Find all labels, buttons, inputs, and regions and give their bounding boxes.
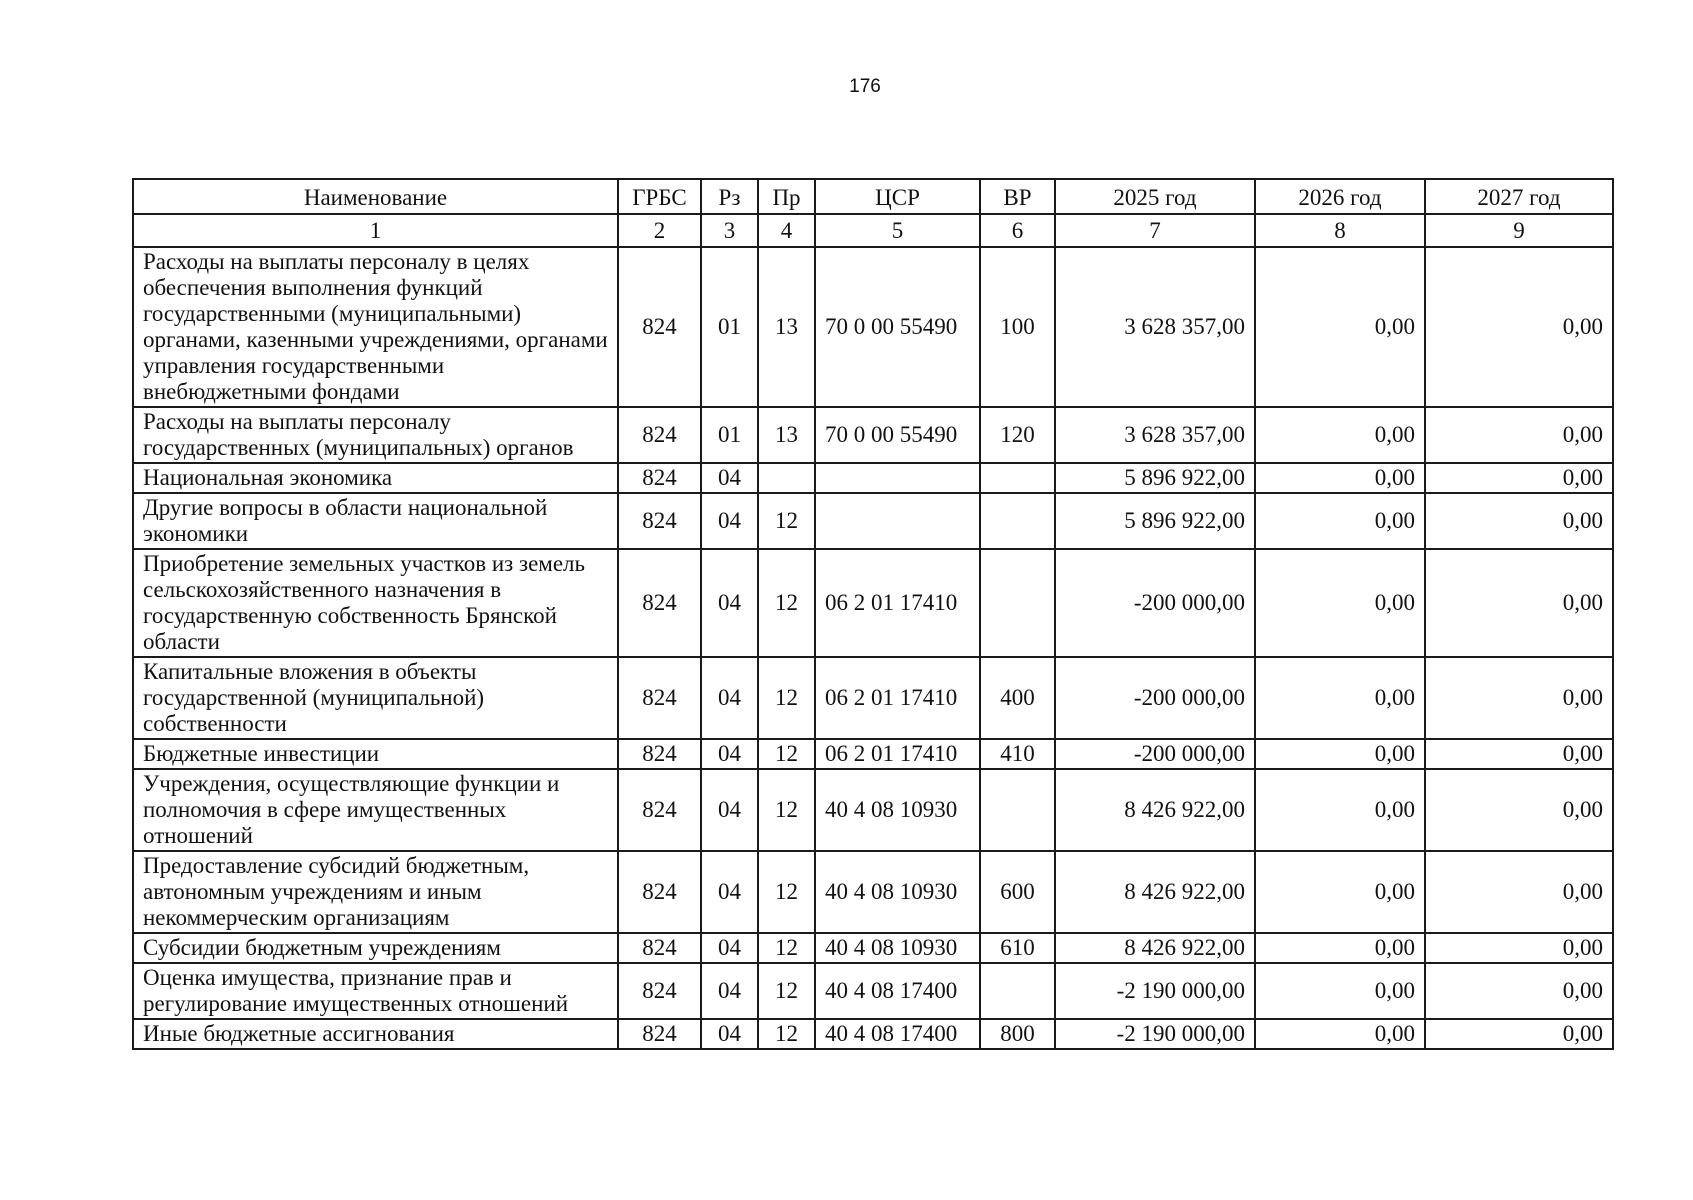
header-2027: 2027 год [1425, 179, 1613, 214]
cell-2027: 0,00 [1425, 247, 1613, 407]
cell-rz: 04 [701, 1019, 758, 1049]
cell-csr: 70 0 00 55490 [815, 407, 980, 463]
cell-rz: 04 [701, 739, 758, 769]
cell-2026: 0,00 [1255, 933, 1425, 963]
cell-vr: 100 [980, 247, 1055, 407]
cell-grbs: 824 [618, 247, 701, 407]
column-number-row [133, 214, 1613, 247]
cell-2026: 0,00 [1255, 963, 1425, 1019]
cell-vr: 800 [980, 1019, 1055, 1049]
cell-grbs: 824 [618, 549, 701, 657]
column-number: 4 [758, 214, 815, 247]
table-row [133, 769, 1613, 851]
cell-2026: 0,00 [1255, 549, 1425, 657]
cell-2026: 0,00 [1255, 851, 1425, 933]
header-name: Наименование [133, 179, 618, 214]
header-2026: 2026 год [1255, 179, 1425, 214]
cell-name: Учреждения, осуществляющие функции и полномочия в сфере имущественных отношений [133, 769, 618, 851]
cell-2027: 0,00 [1425, 851, 1613, 933]
cell-2026: 0,00 [1255, 493, 1425, 549]
cell-pr [758, 463, 815, 493]
cell-vr [980, 493, 1055, 549]
cell-vr: 120 [980, 407, 1055, 463]
table-row [133, 851, 1613, 933]
cell-name: Иные бюджетные ассигнования [133, 1019, 618, 1049]
table-header [133, 179, 1613, 214]
cell-vr [980, 463, 1055, 493]
cell-pr: 12 [758, 769, 815, 851]
header-csr: ЦСР [815, 179, 980, 214]
table-row [133, 407, 1613, 463]
table-row [133, 963, 1613, 1019]
table-row [133, 657, 1613, 739]
cell-2025: 5 896 922,00 [1055, 463, 1255, 493]
cell-2025: 8 426 922,00 [1055, 851, 1255, 933]
header-pr: Пр [758, 179, 815, 214]
column-number: 6 [980, 214, 1055, 247]
cell-2027: 0,00 [1425, 963, 1613, 1019]
header-vr: ВР [980, 179, 1055, 214]
cell-pr: 13 [758, 247, 815, 407]
cell-2025: -2 190 000,00 [1055, 1019, 1255, 1049]
cell-grbs: 824 [618, 933, 701, 963]
cell-2026: 0,00 [1255, 247, 1425, 407]
cell-rz: 04 [701, 769, 758, 851]
cell-rz: 04 [701, 493, 758, 549]
cell-pr: 13 [758, 407, 815, 463]
cell-pr: 12 [758, 963, 815, 1019]
column-number: 9 [1425, 214, 1613, 247]
cell-pr: 12 [758, 1019, 815, 1049]
cell-grbs: 824 [618, 769, 701, 851]
table-row [133, 739, 1613, 769]
cell-csr: 40 4 08 17400 [815, 963, 980, 1019]
page-number: 176 [849, 76, 881, 97]
cell-name: Капитальные вложения в объекты государственной (муниципальной) собственности [133, 657, 618, 739]
cell-2027: 0,00 [1425, 493, 1613, 549]
column-number: 3 [701, 214, 758, 247]
column-number: 5 [815, 214, 980, 247]
table-row [133, 1019, 1613, 1049]
cell-vr: 610 [980, 933, 1055, 963]
cell-2025: -200 000,00 [1055, 739, 1255, 769]
cell-name: Оценка имущества, признание прав и регулирование имущественных отношений [133, 963, 618, 1019]
cell-rz: 04 [701, 851, 758, 933]
table-row [133, 463, 1613, 493]
cell-pr: 12 [758, 549, 815, 657]
cell-vr: 410 [980, 739, 1055, 769]
cell-2027: 0,00 [1425, 549, 1613, 657]
cell-vr: 400 [980, 657, 1055, 739]
cell-2026: 0,00 [1255, 657, 1425, 739]
cell-2027: 0,00 [1425, 739, 1613, 769]
cell-vr: 600 [980, 851, 1055, 933]
header-grbs: ГРБС [618, 179, 701, 214]
cell-rz: 01 [701, 247, 758, 407]
column-number: 1 [133, 214, 618, 247]
cell-2026: 0,00 [1255, 769, 1425, 851]
cell-csr [815, 493, 980, 549]
cell-2025: 8 426 922,00 [1055, 769, 1255, 851]
cell-csr: 06 2 01 17410 [815, 739, 980, 769]
cell-name: Бюджетные инвестиции [133, 739, 618, 769]
cell-pr: 12 [758, 493, 815, 549]
cell-csr: 70 0 00 55490 [815, 247, 980, 407]
cell-grbs: 824 [618, 493, 701, 549]
cell-pr: 12 [758, 739, 815, 769]
cell-2025: 8 426 922,00 [1055, 933, 1255, 963]
cell-vr [980, 963, 1055, 1019]
cell-vr [980, 549, 1055, 657]
table-row [133, 493, 1613, 549]
header-2025: 2025 год [1055, 179, 1255, 214]
budget-table [132, 178, 1614, 1050]
cell-2025: -200 000,00 [1055, 549, 1255, 657]
cell-rz: 04 [701, 549, 758, 657]
cell-pr: 12 [758, 657, 815, 739]
cell-2025: 3 628 357,00 [1055, 407, 1255, 463]
cell-grbs: 824 [618, 963, 701, 1019]
cell-vr [980, 769, 1055, 851]
cell-rz: 04 [701, 657, 758, 739]
cell-name: Национальная экономика [133, 463, 618, 493]
cell-csr: 40 4 08 10930 [815, 769, 980, 851]
cell-2027: 0,00 [1425, 933, 1613, 963]
cell-name: Приобретение земельных участков из земель сельскохозяйственного назначения в государственную собственность Брянской области [133, 549, 618, 657]
cell-2027: 0,00 [1425, 463, 1613, 493]
cell-2026: 0,00 [1255, 739, 1425, 769]
cell-csr: 06 2 01 17410 [815, 549, 980, 657]
cell-name: Другие вопросы в области национальной экономики [133, 493, 618, 549]
cell-pr: 12 [758, 851, 815, 933]
cell-name: Расходы на выплаты персоналу государственных (муниципальных) органов [133, 407, 618, 463]
cell-grbs: 824 [618, 463, 701, 493]
table-row [133, 247, 1613, 407]
cell-rz: 01 [701, 407, 758, 463]
cell-name: Предоставление субсидий бюджетным, автономным учреждениям и иным некоммерческим организациям [133, 851, 618, 933]
cell-2027: 0,00 [1425, 769, 1613, 851]
column-number: 2 [618, 214, 701, 247]
cell-2025: -2 190 000,00 [1055, 963, 1255, 1019]
column-number: 7 [1055, 214, 1255, 247]
cell-grbs: 824 [618, 739, 701, 769]
cell-2025: -200 000,00 [1055, 657, 1255, 739]
cell-csr: 40 4 08 10930 [815, 851, 980, 933]
cell-grbs: 824 [618, 1019, 701, 1049]
cell-csr: 06 2 01 17410 [815, 657, 980, 739]
table-row [133, 549, 1613, 657]
table-row [133, 933, 1613, 963]
cell-csr: 40 4 08 10930 [815, 933, 980, 963]
column-number: 8 [1255, 214, 1425, 247]
cell-grbs: 824 [618, 657, 701, 739]
table-body [133, 214, 1613, 1049]
cell-grbs: 824 [618, 851, 701, 933]
cell-2026: 0,00 [1255, 1019, 1425, 1049]
cell-2027: 0,00 [1425, 407, 1613, 463]
cell-2025: 3 628 357,00 [1055, 247, 1255, 407]
cell-2027: 0,00 [1425, 657, 1613, 739]
cell-2026: 0,00 [1255, 463, 1425, 493]
cell-rz: 04 [701, 963, 758, 1019]
cell-rz: 04 [701, 463, 758, 493]
cell-2025: 5 896 922,00 [1055, 493, 1255, 549]
cell-rz: 04 [701, 933, 758, 963]
cell-2026: 0,00 [1255, 407, 1425, 463]
cell-name: Расходы на выплаты персоналу в целях обеспечения выполнения функций государственными (муниципальными) органами, казенными учреждениями, органами управления государственными внебюджетными фондами [133, 247, 618, 407]
cell-grbs: 824 [618, 407, 701, 463]
cell-2027: 0,00 [1425, 1019, 1613, 1049]
cell-csr: 40 4 08 17400 [815, 1019, 980, 1049]
header-rz: Рз [701, 179, 758, 214]
cell-csr [815, 463, 980, 493]
cell-pr: 12 [758, 933, 815, 963]
cell-name: Субсидии бюджетным учреждениям [133, 933, 618, 963]
header-row [133, 179, 1613, 214]
